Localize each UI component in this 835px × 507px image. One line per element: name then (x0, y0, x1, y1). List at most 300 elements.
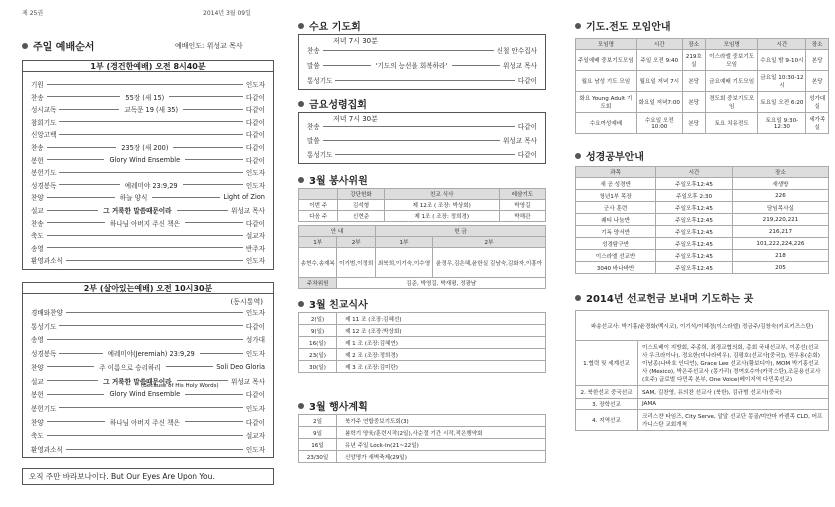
order-item: 통성기도 (31, 322, 57, 331)
table-cell: 군사 훈련 (576, 202, 656, 214)
order-item: 성경봉독 (31, 181, 57, 190)
order-person: 위성교 목사 (231, 207, 265, 215)
mission-category: 4. 지역선교 (576, 410, 638, 431)
date-cell: 9일 (299, 427, 337, 439)
leader-line (59, 184, 119, 185)
detail-cell: 제 2 조 (조장:정희경) (337, 349, 546, 361)
fri-prayer-box (298, 112, 546, 164)
mission-recipients: 이스트베이 지방회, 주종희, 최경교협의회, 총회 국내선교부, 이종선(선교사 우크라이나), 정요한(미나라비우), 김평호(선교사[중국]), 원우용(순회) 이남종(나바호 인디언), Grace Lee 선교사(황보디아), MOM 박기홍선교사 (Mexico), 박은주선교사 (몽가리) 정여호수아(카작스탄),조문용선교사(호주) 글로벌 다민족 본부, One Voice(베이지역 다민족선교) (638, 341, 829, 386)
table-cell: 강단헌화 (338, 189, 384, 200)
order-person: 인도자 (245, 446, 265, 454)
table-cell: 이기범,이정희 (337, 248, 375, 278)
order-row (31, 243, 265, 253)
order-item: 기원 (31, 81, 44, 89)
order-person: 다같이 (245, 118, 265, 127)
leader-line (47, 197, 115, 198)
leader-line (47, 380, 99, 381)
order-row (307, 135, 537, 145)
table-row (576, 50, 829, 71)
table-cell: 윤정우,김은혜,윤한실 김남숙,김화자,이흥아 (433, 248, 546, 278)
table-cell: 금요일 10:30-12시 (758, 71, 806, 92)
table-header-row (576, 39, 829, 50)
table-cell: 박영길 (499, 200, 545, 211)
order-row (307, 75, 537, 85)
order-item: 축도 (31, 432, 44, 441)
table-cell: 월요일 저녁 7시 (636, 71, 682, 92)
order-row (31, 192, 265, 202)
table-cell: 주일 오전 9:40 (636, 50, 682, 71)
table-row (299, 211, 546, 222)
table-cell: 3040 바나바반 (576, 262, 656, 274)
table-cell: 본당 (806, 50, 829, 71)
events-title: 3월 행사계획 (298, 398, 368, 413)
order-person: 다같이 (517, 77, 537, 85)
order-detail: 교독문 19 (새 35) (124, 106, 179, 115)
table-cell: 이스라엘 중보기도모임 (705, 50, 758, 71)
order-person: 다같이 (245, 131, 265, 140)
leader-line (152, 197, 220, 198)
table-cell: 주일오후 2:30 (656, 190, 733, 202)
order-person: 다같이 (245, 156, 266, 165)
table-cell: 219호실 (682, 50, 705, 71)
order-item: 송영 (31, 336, 44, 345)
order-item: 환영과소식 (31, 446, 63, 454)
column-header: 모임명 (705, 39, 758, 50)
order-detail: 하나님 아버지 주신 책은 (109, 219, 180, 228)
leader-line (47, 394, 105, 395)
leader-line (59, 109, 119, 110)
table-cell: 박해관 (499, 211, 545, 222)
table-cell: 2부 (337, 237, 375, 248)
leader-line (177, 210, 229, 211)
mission-category: 3. 장학선교 (576, 399, 638, 410)
order-row (31, 92, 265, 102)
table-row (299, 427, 546, 439)
leader-line (59, 325, 242, 326)
leader-line (59, 353, 102, 354)
leader-line (66, 449, 243, 450)
order-person: 신철 안수집사 (496, 47, 537, 55)
table-row (576, 202, 829, 214)
leader-line (66, 260, 243, 261)
meal-title: 3월 친교식사 (298, 296, 368, 311)
order-item: 봉헌기도 (31, 404, 57, 413)
second-service-title: 2부 (살아있는예배) 오전 10시30분 (23, 283, 273, 294)
table-cell: 수요일 오전 10:00 (636, 113, 682, 134)
column-header: 장소 (682, 39, 705, 50)
service-header-row (299, 189, 546, 200)
table-cell: 성경탐구반 (576, 238, 656, 250)
order-detail: Glory Wind Ensemble (109, 390, 181, 399)
wed-prayer-title: 수요 기도회 (298, 18, 361, 33)
table-cell: 205 (732, 262, 828, 274)
order-person: Soli Deo Gloria (216, 362, 265, 371)
table-row (299, 313, 546, 325)
table-cell: 주일오후12:45 (656, 238, 733, 250)
table-row (576, 410, 829, 431)
leader-line (185, 222, 243, 223)
order-item: 말씀 (307, 137, 320, 145)
mission-category: 1.협력 및 세계선교 (576, 341, 638, 386)
column-header: 시간 (636, 39, 682, 50)
table-cell: 본당 (682, 71, 705, 92)
leader-line (59, 134, 242, 135)
wed-time: 저녁 7시 30분 (333, 37, 378, 45)
usher-table (298, 225, 546, 289)
order-person: 다같이 (245, 144, 266, 152)
order-row (31, 348, 265, 358)
column-header: 시간 (758, 39, 806, 50)
mission-table (575, 310, 829, 431)
table-row (576, 250, 829, 262)
order-row (31, 142, 265, 152)
table-cell: 주일오후12:45 (656, 202, 733, 214)
table-row (576, 399, 829, 410)
order-person: 인도자 (245, 309, 265, 317)
table-cell: 최북희,이기숙,이수영 (375, 248, 432, 278)
table-row (299, 325, 546, 337)
table-row (299, 349, 546, 361)
order-item: 찬양 (31, 363, 44, 372)
leader-line (185, 421, 243, 422)
order-person: 설교자 (245, 432, 265, 441)
offering-header: 헌 금 (375, 226, 545, 237)
order-person: 위성교 목사 (231, 377, 265, 386)
date-cell: 30(일) (299, 361, 337, 373)
date-cell: 23(일) (299, 349, 337, 361)
table-cell: 퀘티 나눔반 (576, 214, 656, 226)
table-cell: 1부 (375, 237, 432, 248)
leader-line (185, 394, 243, 395)
detail-cell: 제 12 조 (조장:박상회) (337, 325, 546, 337)
fri-prayer-title: 금요성령집회 (298, 96, 367, 111)
table-row (576, 178, 829, 190)
table-cell: 226 (732, 190, 828, 202)
leader-line (200, 353, 243, 354)
table-cell: 주일오후12:45 (656, 178, 733, 190)
leader-line (47, 222, 105, 223)
order-row (31, 321, 265, 331)
order-item: 찬송 (307, 47, 320, 55)
detail-cell: 봄학기 양육/훈련시작(2일),사순절 기간 시작,적은행약회 (337, 427, 546, 439)
leader-line (323, 126, 515, 127)
order-item: 참회기도 (31, 118, 57, 127)
leader-line (66, 312, 243, 313)
order-row (31, 104, 265, 114)
table-cell: 담임목사실 (732, 202, 828, 214)
order-detail: Glory Wind Ensemble (109, 155, 181, 164)
detail-cell: 제 3 조 (조장:김미란) (337, 361, 546, 373)
table-row (576, 226, 829, 238)
table-cell: 1부 (299, 237, 337, 248)
order-item: 찬송 (307, 123, 320, 131)
bullet-icon (298, 23, 304, 29)
leader-line (47, 435, 243, 436)
bullet-icon (298, 177, 304, 183)
table-cell: 216,217 (732, 226, 828, 238)
order-item: 경배와찬양 (31, 309, 63, 317)
order-row (31, 218, 265, 228)
bulletin-date: 2014년 3월 09일 (203, 10, 251, 17)
order-person: 반주자 (245, 244, 265, 253)
date-cell: 16일 (299, 439, 337, 451)
footer-verse: 오직 주만 바라보나이다. But Our Eyes Are Upon You. (22, 468, 274, 485)
order-item: 봉헌 (31, 156, 44, 165)
order-row (31, 117, 265, 127)
order-person: 다같이 (245, 219, 265, 228)
detail-cell: 유년 주일 Lock-In(21~22일) (337, 439, 546, 451)
table-cell: 주일예배 중보기도모임 (576, 50, 637, 71)
table-row (576, 262, 829, 274)
order-item: 찬송 (31, 144, 44, 152)
order-detail: 하나님 아버지 주신 책은 (109, 418, 180, 427)
order-item: 찬송 (31, 93, 44, 102)
order-row (31, 444, 265, 454)
parking-label: 주차위원 (299, 278, 337, 289)
column-header: 장소 (732, 167, 828, 178)
prayer-meetings-title: 기도.전도 모임안내 (575, 18, 671, 33)
table-cell: 본당 (682, 92, 705, 113)
order-person: 인도자 (245, 404, 265, 413)
order-detail: 그 거룩한 말씀때문이라 (103, 207, 172, 215)
table-cell: 토요일 9:30-12:30 (758, 113, 806, 134)
table-row (576, 214, 829, 226)
table-cell: 218 (732, 250, 828, 262)
order-person: 인도자 (245, 169, 265, 178)
leader-line (47, 235, 243, 236)
order-row (31, 167, 265, 177)
leader-line (47, 159, 105, 160)
order-person: 다같이 (517, 151, 537, 159)
table-row (576, 92, 829, 113)
table-row (299, 439, 546, 451)
table-cell: 제 1조 ( 조장: 정희경) (384, 211, 499, 222)
bullet-icon (22, 43, 28, 49)
table-row (299, 415, 546, 427)
leader-line (47, 210, 99, 211)
table-row (576, 386, 829, 399)
order-person: Light of Zion (223, 193, 265, 202)
detail-cell: 신앙명가 새벽축제(29일) (337, 451, 546, 463)
column-header: 장소 (806, 39, 829, 50)
order-item: 성시교독 (31, 106, 57, 115)
table-row (299, 248, 546, 278)
leader-line (169, 96, 243, 97)
table-cell: 주일오후12:45 (656, 262, 733, 274)
leader-line (335, 80, 514, 81)
leader-line (323, 140, 500, 141)
table-cell: 본당 (806, 71, 829, 92)
prayer-table (575, 38, 829, 134)
leader-line (47, 421, 105, 422)
order-row (31, 389, 265, 399)
table-cell: 성가대실 (806, 92, 829, 113)
table-cell: 제 12조 ( 조장: 박상회) (384, 200, 499, 211)
bullet-icon (298, 101, 304, 107)
order-row (31, 430, 265, 440)
order-person: 위성교 목사 (503, 137, 537, 145)
worship-leader: 예배인도: 위성교 목사 (175, 42, 243, 50)
table-cell: 신현준 (338, 211, 384, 222)
table-cell: 레샴기도 (499, 189, 545, 200)
order-person: 다같이 (517, 123, 537, 131)
order-person: 성가대 (245, 336, 265, 345)
column-header: 모임명 (576, 39, 637, 50)
bullet-icon (575, 295, 581, 301)
table-cell: 2부 (433, 237, 546, 248)
table-cell (299, 189, 338, 200)
order-row (31, 255, 265, 265)
table-cell: 청년1부 목장 (576, 190, 656, 202)
table-cell: 경도회 중보기도모임 (705, 92, 758, 113)
order-row (31, 376, 265, 389)
table-cell: 수요일 밤 9-10시 (758, 50, 806, 71)
table-cell: 다음 주 (299, 211, 338, 222)
order-person: 인도자 (245, 81, 265, 89)
order-row (31, 307, 265, 317)
table-row (299, 337, 546, 349)
column-header: 시간 (656, 167, 733, 178)
order-row (31, 79, 265, 89)
order-row (307, 60, 537, 70)
table-row (299, 200, 546, 211)
order-person: 인도자 (245, 350, 265, 359)
order-item: 찬양 (31, 418, 44, 427)
date-cell: 2(일) (299, 313, 337, 325)
table-cell: 주일오후12:45 (656, 250, 733, 262)
order-person: 다같이 (245, 322, 265, 331)
order-person: 다같이 (245, 93, 265, 102)
order-person: 위성교 목사 (503, 62, 537, 70)
order-detail: 그 거룩한 말씀때문이라 (103, 377, 172, 386)
order-row (307, 149, 537, 159)
bible-table (575, 166, 829, 274)
leader-line (59, 407, 242, 408)
events-table (298, 414, 546, 463)
order-item: 환영과소식 (31, 257, 63, 266)
issue-number: 제 25권 (22, 10, 44, 17)
meal-table (298, 312, 546, 373)
table-cell: 토요 치유전도 (705, 113, 758, 134)
missionaries: 파송선교사: 박기홍/윤경화(멕시코), 이기석/이혜경(이스라엘) 정금주/김창숙(키르키즈스탄) (576, 311, 829, 341)
order-detail: 주 이름으로 승리하리 (99, 363, 161, 372)
order-person: 다같이 (245, 391, 266, 400)
leader-line (452, 65, 500, 66)
usher-header: 안 내 (299, 226, 376, 237)
order-row (31, 417, 265, 427)
sermon-subtitle: (Because of His Holy Words) (141, 382, 219, 389)
order-item: 찬송 (31, 219, 44, 228)
table-cell: 기독 양서반 (576, 226, 656, 238)
order-row (31, 334, 265, 344)
table-cell: 세가족실 (806, 113, 829, 134)
service-volunteers-title: 3월 봉사위원 (298, 172, 368, 187)
service-table (298, 188, 546, 222)
worship-order-title: 주일 예배순서 (22, 38, 94, 53)
fri-time: 저녁 7시 30분 (333, 115, 378, 123)
leader-line (177, 380, 229, 381)
leader-line (47, 247, 243, 248)
order-item: 말씀 (307, 62, 320, 70)
usher-subheader-row (299, 237, 546, 248)
bullet-icon (298, 403, 304, 409)
table-cell: 화요일 저녁7:00 (636, 92, 682, 113)
bible-study-title: 성경공부안내 (575, 148, 644, 163)
table-row (299, 451, 546, 463)
usher-header-row (299, 226, 546, 237)
order-item: 봉헌 (31, 391, 44, 400)
first-service-box (22, 60, 274, 270)
order-item: 송영 (31, 244, 44, 253)
leader-line (47, 339, 243, 340)
order-person: 다같이 (245, 106, 266, 115)
mission-category: 2. 북한선교 중국선교 (576, 386, 638, 399)
table-cell: 219,220,221 (732, 214, 828, 226)
order-item: 통성기도 (307, 151, 333, 159)
leader-line (185, 159, 243, 160)
column-header: 과목 (576, 167, 656, 178)
table-cell: 금요예배 기도모임 (705, 71, 758, 92)
mission-title: 2014년 선교헌금 보내며 기도하는 곳 (575, 290, 753, 305)
order-item: 봉헌기도 (31, 169, 57, 178)
order-detail: 예레미야(Jeremiah) 23:9,29 (107, 350, 195, 359)
table-cell: 월요 남성 기도 모임 (576, 71, 637, 92)
order-item: 설교 (31, 377, 44, 386)
table-row (576, 71, 829, 92)
date-cell: 9(일) (299, 325, 337, 337)
order-detail: '기도의 능선을 회복하라' (375, 62, 448, 70)
bullet-icon (575, 23, 581, 29)
order-row (31, 403, 265, 413)
order-item: 찬양 (31, 194, 44, 203)
order-row (31, 180, 265, 190)
bullet-icon (575, 153, 581, 159)
first-service-title: 1부 (경건한예배) 오전 8시40분 (23, 61, 273, 72)
leader-line (173, 147, 242, 148)
table-cell: 본당 (682, 113, 705, 134)
missionary-row (576, 311, 829, 341)
mission-recipients: JAMA (638, 399, 829, 410)
table-cell: 새생방 (732, 178, 828, 190)
mission-recipients: SAM, 김찬영, 유의찬 선교사 (북한), 김규범 선교사(중국) (638, 386, 829, 399)
order-item: 축도 (31, 232, 44, 241)
leader-line (47, 366, 94, 367)
order-person: 인도자 (245, 257, 265, 266)
order-person: 다같이 (245, 418, 265, 427)
parking-row (299, 278, 546, 289)
table-row (576, 190, 829, 202)
order-row (307, 45, 537, 55)
table-row (576, 113, 829, 134)
wed-prayer-box (298, 34, 546, 90)
order-row (31, 155, 265, 165)
leader-line (59, 121, 242, 122)
bullet-icon (298, 301, 304, 307)
order-item: 통성기도 (307, 77, 333, 85)
date-cell: 16(일) (299, 337, 337, 349)
table-row (576, 238, 829, 250)
table-row (576, 341, 829, 386)
table-cell: 주일오후12:45 (656, 214, 733, 226)
order-detail: 하늘 양식 (119, 194, 148, 203)
order-item: 성경봉독 (31, 350, 57, 359)
leader-line (335, 154, 514, 155)
date-cell: 2일 (299, 415, 337, 427)
table-cell: 101,222,224,226 (732, 238, 828, 250)
table-cell: 이스라엘 선교반 (576, 250, 656, 262)
leader-line (166, 366, 213, 367)
table-cell: 김석형 (338, 200, 384, 211)
